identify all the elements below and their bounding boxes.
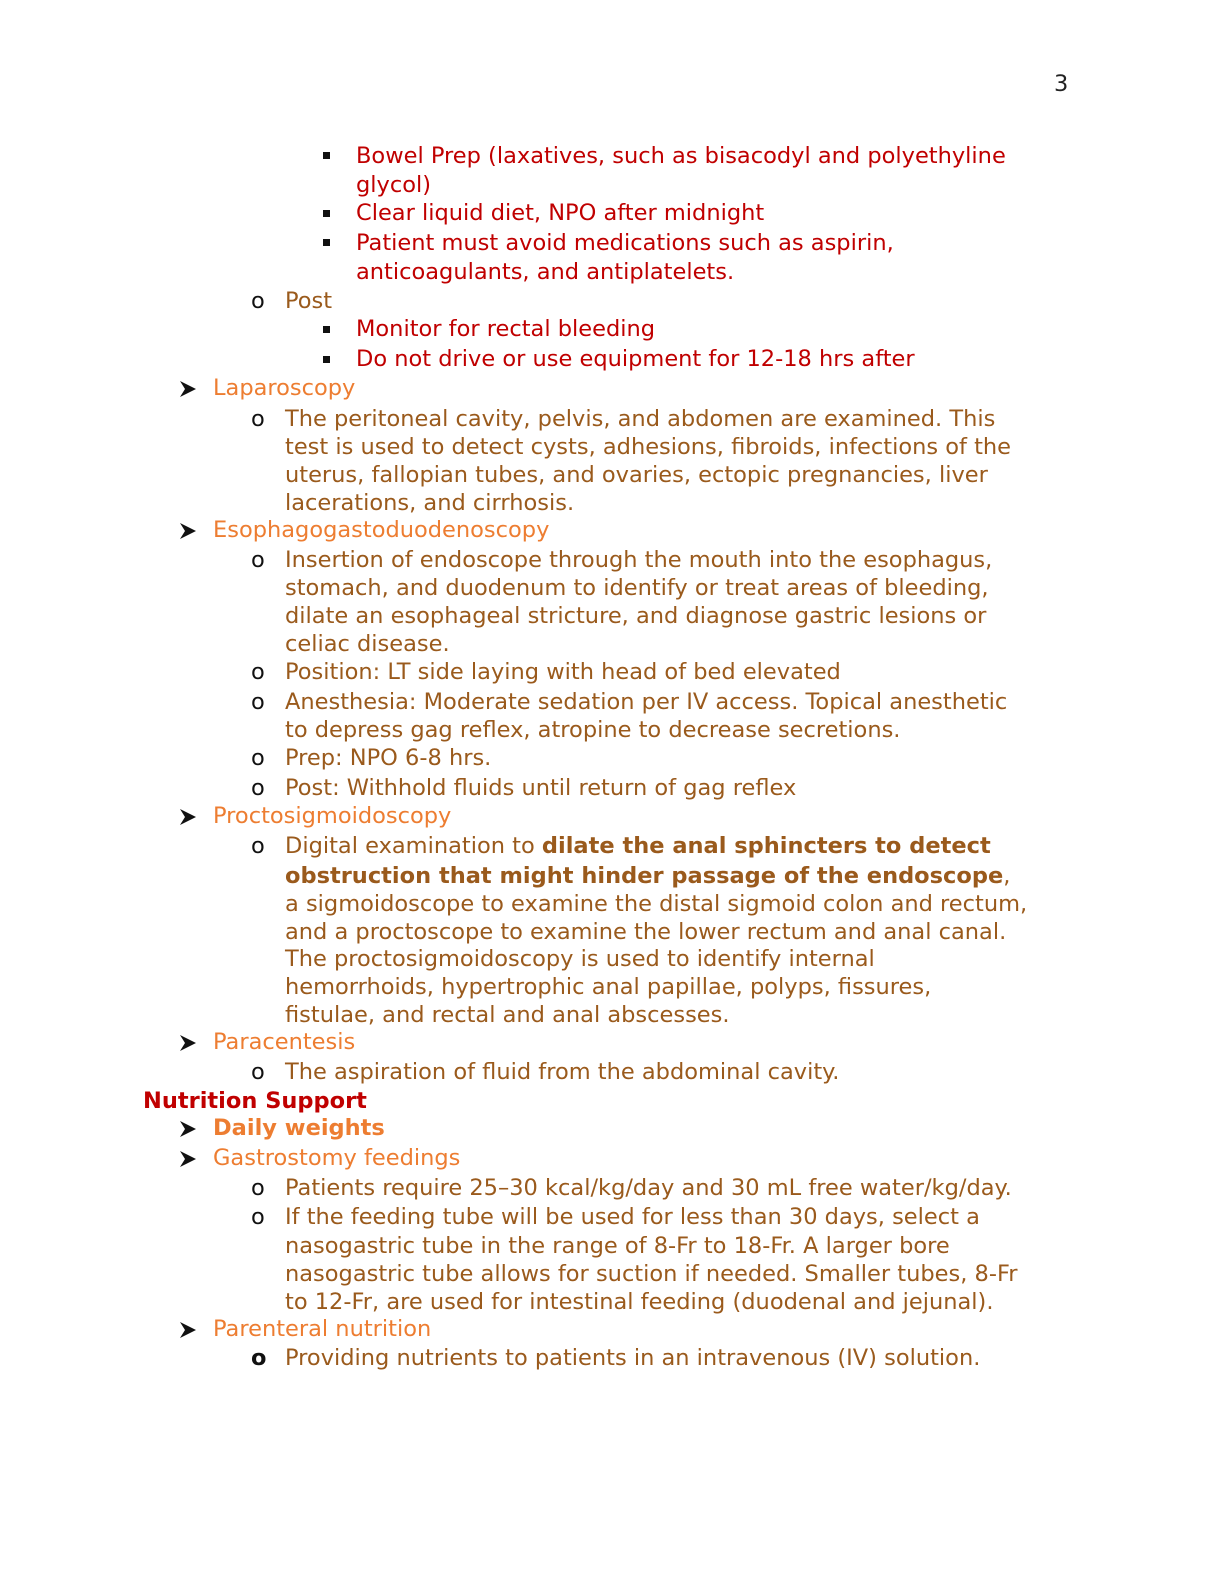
gastrostomy-item-2-line-1: If the feeding tube will be used for less than 30 days, select a <box>285 1204 980 1230</box>
egd-item1-line-1: Insertion of endoscope through the mouth into the esophagus, <box>285 547 993 573</box>
laparoscopy-line-1: The peritoneal cavity, pelvis, and abdomen are examined. This <box>285 406 996 432</box>
o-bullet-icon: o <box>251 1204 265 1230</box>
egd-position: Position: LT side laying with head of bed elevated <box>285 659 841 685</box>
gastrostomy-item-2-line-2: nasogastric tube in the range of 8-Fr to 18-Fr. A larger bore <box>285 1233 950 1259</box>
o-bullet-icon: o <box>251 547 265 573</box>
gastrostomy-item-2-line-3: nasogastric tube allows for suction if needed. Smaller tubes, 8-Fr <box>285 1261 1018 1287</box>
arrow-bullet-icon <box>179 1120 197 1138</box>
arrow-bullet-icon <box>179 1150 197 1168</box>
square-bullet-icon <box>323 239 330 246</box>
procto-line-1 <box>285 832 991 860</box>
egd-item1-line-3: dilate an esophageal stricture, and diagnose gastric lesions or <box>285 603 987 629</box>
procto-title: Proctosigmoidoscopy <box>213 803 452 829</box>
o-bullet-icon: o <box>251 1059 265 1085</box>
prep-item-3-line-1: Patient must avoid medications such as aspirin, <box>356 230 894 256</box>
gastrostomy-item-1: Patients require 25–30 kcal/kg/day and 30 mL free water/kg/day. <box>285 1175 1012 1201</box>
procto-line-2 <box>285 862 1010 890</box>
procto-line-2-tail: , <box>1003 863 1011 889</box>
laparoscopy-title: Laparoscopy <box>213 375 356 401</box>
o-bullet-icon: o <box>251 288 265 314</box>
procto-line-2-bold: obstruction that might hinder passage of the endoscope <box>285 863 1004 889</box>
prep-item-1-line-1: Bowel Prep (laxatives, such as bisacodyl and polyethyline <box>356 143 1006 169</box>
procto-line-4: and a proctoscope to examine the lower rectum and anal canal. <box>285 919 1007 945</box>
post-item-1: Monitor for rectal bleeding <box>356 316 656 342</box>
daily-weights: Daily weights <box>213 1115 385 1141</box>
arrow-bullet-icon <box>179 1321 197 1339</box>
prep-item-3-line-2: anticoagulants, and antiplatelets. <box>356 259 735 285</box>
gastrostomy-title: Gastrostomy feedings <box>213 1145 461 1171</box>
arrow-bullet-icon <box>179 522 197 540</box>
prep-item-2: Clear liquid diet, NPO after midnight <box>356 200 765 226</box>
post-label: Post <box>285 288 333 314</box>
procto-line-7: fistulae, and rectal and anal abscesses. <box>285 1002 730 1028</box>
o-bullet-icon: o <box>251 833 265 859</box>
egd-anesthesia-line-2: to depress gag reflex, atropine to decrease secretions. <box>285 717 901 743</box>
square-bullet-icon <box>323 210 330 217</box>
o-bullet-icon: o <box>251 1345 267 1371</box>
laparoscopy-line-3: uterus, fallopian tubes, and ovaries, ectopic pregnancies, liver <box>285 462 988 488</box>
laparoscopy-line-2: test is used to detect cysts, adhesions, fibroids, infections of the <box>285 434 1011 460</box>
procto-line-3: a sigmoidoscope to examine the distal sigmoid colon and rectum, <box>285 891 1028 917</box>
gastrostomy-item-2-line-4: to 12-Fr, are used for intestinal feeding (duodenal and jejunal). <box>285 1289 994 1315</box>
egd-title: Esophagogastoduodenoscopy <box>213 517 550 543</box>
paracentesis-line: The aspiration of fluid from the abdominal cavity. <box>285 1059 840 1085</box>
egd-post: Post: Withhold fluids until return of gag reflex <box>285 775 797 801</box>
parenteral-item: Providing nutrients to patients in an intravenous (IV) solution. <box>285 1345 981 1371</box>
arrow-bullet-icon <box>179 1034 197 1052</box>
o-bullet-icon: o <box>251 775 265 801</box>
parenteral-title: Parenteral nutrition <box>213 1316 432 1342</box>
procto-line-6: hemorrhoids, hypertrophic anal papillae, polyps, fissures, <box>285 974 932 1000</box>
o-bullet-icon: o <box>251 745 265 771</box>
o-bullet-icon: o <box>251 659 265 685</box>
procto-line-1-plain: Digital examination to <box>285 833 542 859</box>
square-bullet-icon <box>323 326 330 333</box>
paracentesis-title: Paracentesis <box>213 1029 356 1055</box>
egd-item1-line-2: stomach, and duodenum to identify or treat areas of bleeding, <box>285 575 989 601</box>
square-bullet-icon <box>323 356 330 363</box>
nutrition-heading: Nutrition Support <box>143 1088 367 1114</box>
post-item-2: Do not drive or use equipment for 12-18 hrs after <box>356 346 915 372</box>
square-bullet-icon <box>323 152 330 159</box>
procto-line-1-bold: dilate the anal sphincters to detect <box>541 833 991 859</box>
o-bullet-icon: o <box>251 406 265 432</box>
laparoscopy-line-4: lacerations, and cirrhosis. <box>285 490 575 516</box>
arrow-bullet-icon <box>179 380 197 398</box>
arrow-bullet-icon <box>179 808 197 826</box>
o-bullet-icon: o <box>251 689 265 715</box>
page-number: 3 <box>1054 71 1069 97</box>
procto-line-5: The proctosigmoidoscopy is used to identify internal <box>285 946 875 972</box>
egd-anesthesia-line-1: Anesthesia: Moderate sedation per IV access. Topical anesthetic <box>285 689 1008 715</box>
egd-prep: Prep: NPO 6-8 hrs. <box>285 745 492 771</box>
egd-item1-line-4: celiac disease. <box>285 631 450 657</box>
prep-item-1-line-2: glycol) <box>356 172 432 198</box>
o-bullet-icon: o <box>251 1175 265 1201</box>
